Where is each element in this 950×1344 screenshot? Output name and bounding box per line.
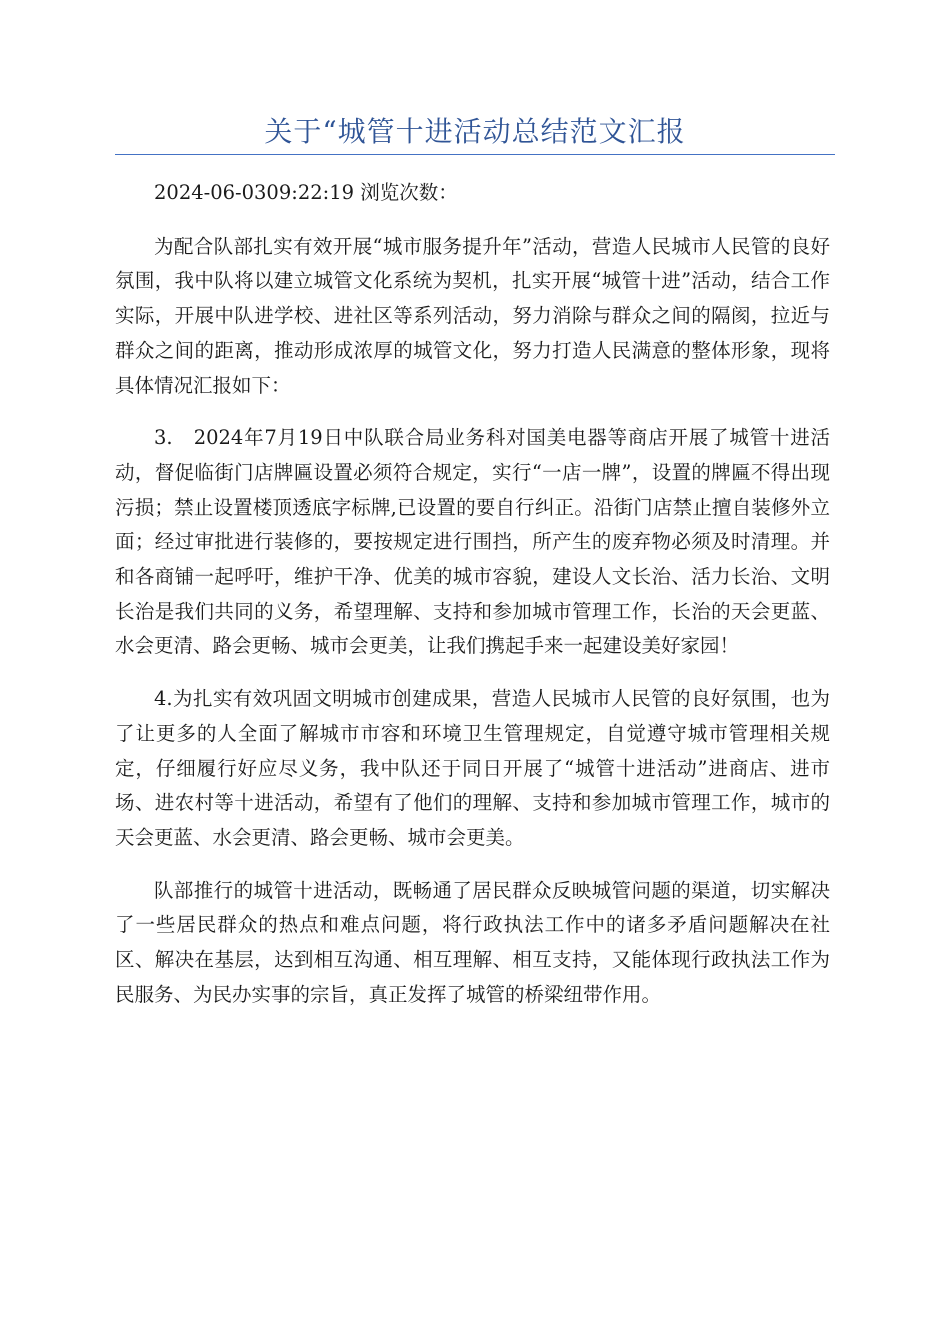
paragraph-intro: 为配合队部扎实有效开展“城市服务提升年”活动，营造人民城市人民管的良好氛围，我中队将以建立城管文化系统为契机，扎实开展“城管十进”活动，结合工作实际，开展中队进学校、进社区等系列活动，努力消除与群众之间的隔阂，拉近与群众之间的距离，推动形成浓厚的城管文化，努力打造人民满意的整体形象，现将具体情况汇报如下： xyxy=(115,234,830,397)
paragraph-item-3: 3. 2024年7月19日中队联合局业务科对国美电器等商店开展了城管十进活动，督促临街门店牌匾设置必须符合规定，实行“一店一牌”，设置的牌匾不得出现污损；禁止设置楼顶透底字标牌,已设置的要自行纠正。沿街门店禁止擅自装修外立面；经过审批进行装修的，要按规定进行围挡，所产生的废弃物必须及时清理。并和各商铺一起呼吁，维护干净、优美的城市容貌，建设人文长治、活力长治、文明长治是我们共同的义务，希望理解、支持和参加城市管理工作，长治的天会更蓝、水会更清、路会更畅、城市会更美，让我们携起手来一起建设美好家园！ xyxy=(115,426,830,658)
document-title: 关于“城管十进活动总结范文汇报 xyxy=(264,115,686,148)
paragraph-item-4: 4.为扎实有效巩固文明城市创建成果，营造人民城市人民管的良好氛围，也为了让更多的人全面了解城市市容和环境卫生管理规定，自觉遵守城市管理相关规定，仔细履行好应尽义务，我中队还于同日开展了“城管十进活动”进商店、进市场、进农村等十进活动，希望有了他们的理解、支持和参加城市管理工作，城市的天会更蓝、水会更清、路会更畅、城市会更美。 xyxy=(115,687,830,849)
title-underline xyxy=(115,154,835,155)
document-body xyxy=(115,176,830,1030)
paragraph-summary: 队部推行的城管十进活动，既畅通了居民群众反映城管问题的渠道，切实解决了一些居民群众的热点和难点问题，将行政执法工作中的诸多矛盾问题解决在社区、解决在基层，达到相互沟通、相互理解、相互支持，又能体现行政执法工作为民服务、为民办实事的宗旨，真正发挥了城管的桥梁纽带作用。 xyxy=(115,878,830,1006)
publish-meta: 2024-06-0309:22:19 浏览次数： xyxy=(154,181,458,204)
